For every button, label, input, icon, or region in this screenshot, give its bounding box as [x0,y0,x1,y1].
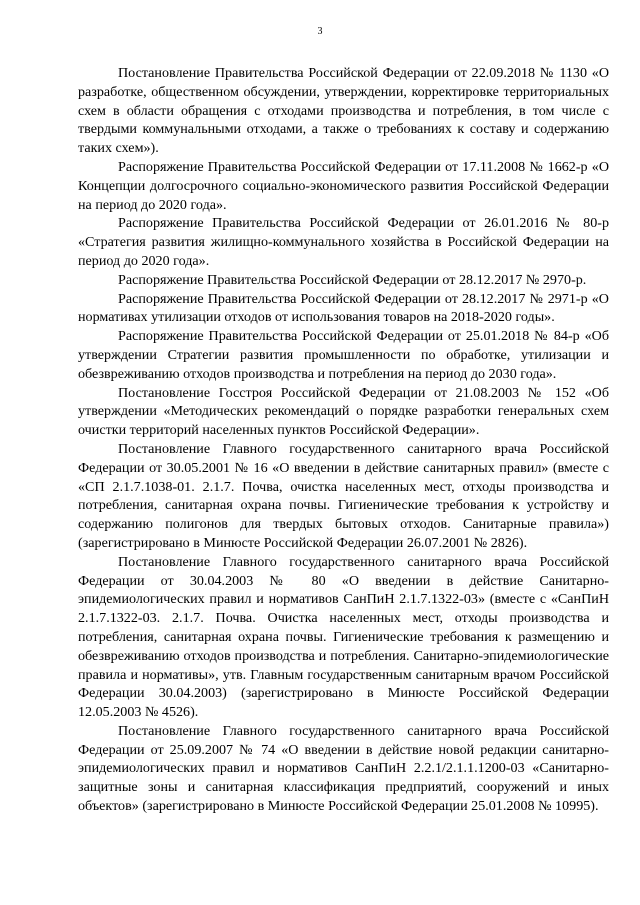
paragraph-resolution-1130: Постановление Правительства Российской Федерации от 22.09.2018 № 1130 «О разработке, общественном обсуждении, утверждении, корректировке территориальных схем в области обращения с отходами производства и потребления, в том числе с твердыми коммунальными отходами, а также о требованиях к составу и содержанию таких схем»). [78,65,609,157]
paragraph-order-84-r: Распоряжение Правительства Российской Федерации от 25.01.2018 № 84-р «Об утверждении Стратегии развития промышленности по обработке, утилизации и обезвреживанию отходов производства и потребления на период до 2030 года». [78,328,609,382]
paragraph-sanitary-16: Постановление Главного государственного санитарного врача Российской Федерации от 30.05.2001 № 16 «О введении в действие санитарных правил» (вместе с «СП 2.1.7.1038-01. 2.1.7. Почва, очистка населенных мест, отходы производства и потребления, санитарная охрана почвы. Гигиенические требования к устройству и содержанию полигонов для твердых бытовых отходов. Санитарные правила») (зарегистрировано в Минюсте Российской Федерации 26.07.2001 № 2826). [78,440,609,551]
page-number: 3 [317,26,323,37]
paragraph-order-2970-r: Распоряжение Правительства Российской Федерации от 28.12.2017 № 2970-р. [118,271,587,288]
paragraph-order-2971-r: Распоряжение Правительства Российской Федерации от 28.12.2017 № 2971-р «О нормативах утилизации отходов от использования товаров на 2018-2020 годы». [78,290,609,326]
paragraph-sanitary-80: Постановление Главного государственного санитарного врача Российской Федерации от 30.04.2003 № 80 «О введении в действие Санитарно-эпидемиологических правил и нормативов СанПиН 2.1.7.1322-03» (вместе с «СанПиН 2.1.7.1322-03. 2.1.7. Почва. Очистка населенных мест, отходы производства и потребления, санитарная охрана почвы. Гигиенические требования к размещению и обезвреживанию отходов производства и потребления. Санитарно-эпидемиологические правила и нормативы», утв. Главным государственным санитарным врачом Российской Федерации 30.04.2003) (зарегистрировано в Минюсте Российской Федерации 12.05.2003 № 4526). [78,553,609,721]
paragraph-sanitary-74: Постановление Главного государственного санитарного врача Российской Федерации от 25.09.2007 № 74 «О введении в действие новой редакции санитарно-эпидемиологических правил и нормативов СанПиН 2.2.1/2.1.1.1200-03 «Санитарно-защитные зоны и санитарная классификация предприятий, сооружений и иных объектов» (зарегистрировано в Минюсте Российской Федерации 25.01.2008 № 10995). [78,722,609,815]
document-body [78,64,609,816]
paragraph-order-80-r: Распоряжение Правительства Российской Федерации от 26.01.2016 № 80-р «Стратегия развития жилищно-коммунального хозяйства в Российской Федерации на период до 2020 года». [78,215,609,269]
paragraph-gosstroy-152: Постановление Госстроя Российской Федерации от 21.08.2003 № 152 «Об утверждении «Методических рекомендаций о порядке разработки генеральных схем очистки территорий населенных пунктов Российской Федерации». [78,384,609,439]
paragraph-order-1662-r: Распоряжение Правительства Российской Федерации от 17.11.2008 № 1662-р «О Концепции долгосрочного социально-экономического развития Российской Федерации на период до 2020 года». [78,158,609,213]
